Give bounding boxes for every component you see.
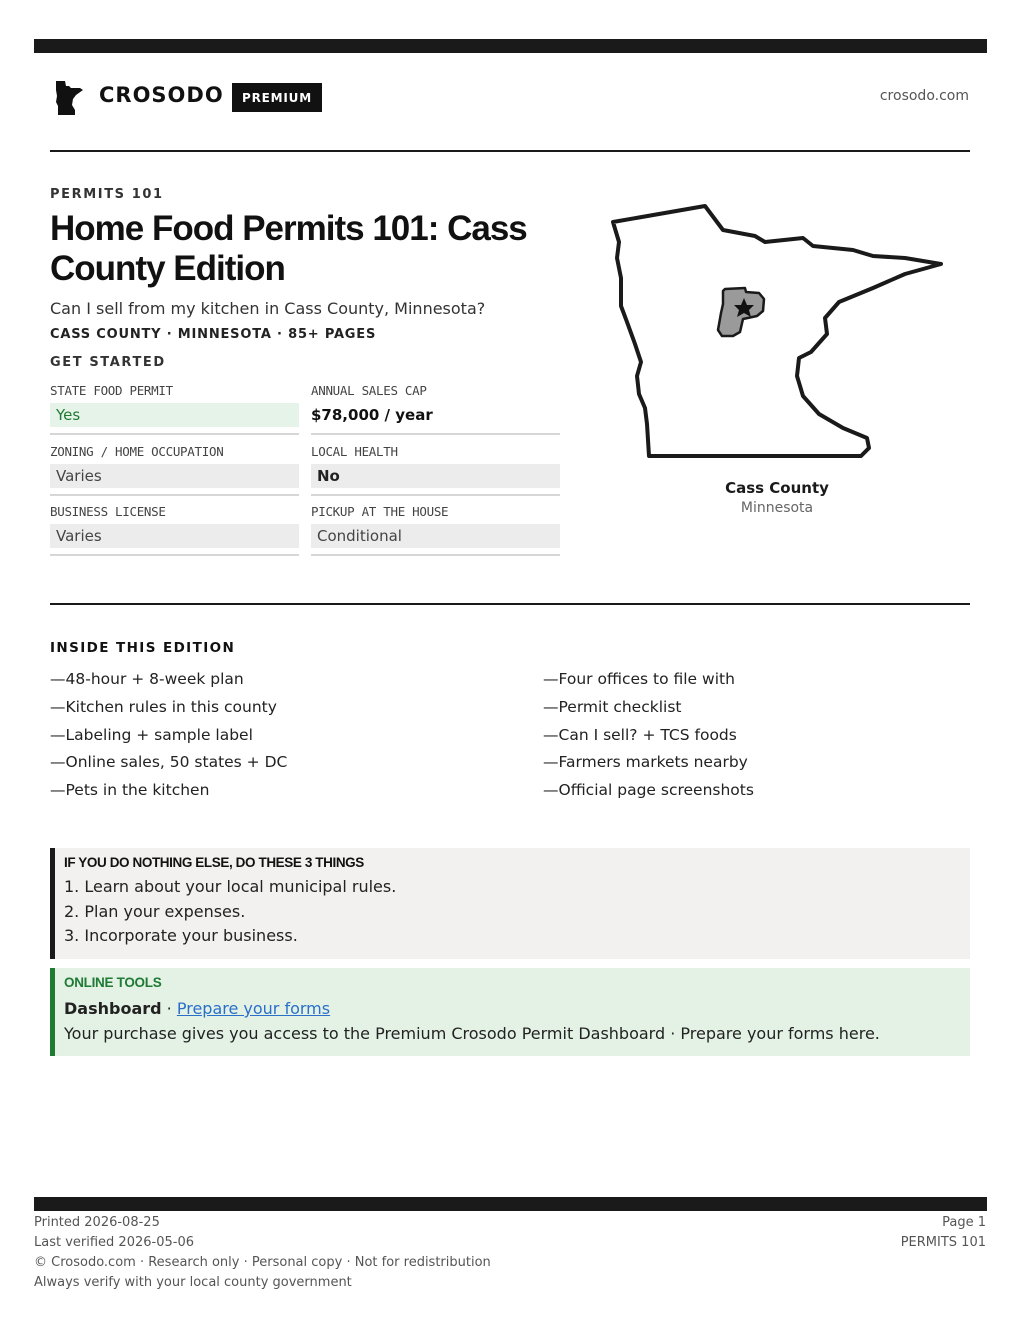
fact-state-food-permit bbox=[50, 381, 299, 435]
site-url: crosodo.com bbox=[879, 88, 969, 104]
online-tools-panel bbox=[50, 968, 970, 1056]
state-map bbox=[605, 198, 950, 468]
separator: · bbox=[161, 999, 177, 1018]
bottom-bar bbox=[34, 1197, 987, 1211]
fact-value: $78,000 / year bbox=[311, 406, 433, 424]
tools-links-line bbox=[64, 996, 970, 1021]
list-item: —Official page screenshots bbox=[543, 781, 754, 800]
page-number: Page 1 bbox=[942, 1215, 986, 1230]
contents-list-right bbox=[543, 666, 983, 805]
fact-zoning bbox=[50, 442, 299, 496]
list-item: —Labeling + sample label bbox=[50, 725, 253, 744]
fact-local-health bbox=[311, 442, 560, 496]
header bbox=[50, 78, 970, 118]
fact-value: Varies bbox=[50, 524, 299, 548]
divider bbox=[50, 150, 970, 152]
footer-left bbox=[34, 1213, 491, 1293]
divider bbox=[50, 603, 970, 605]
callout-item: 3. Incorporate your business. bbox=[64, 926, 298, 945]
three-things-callout bbox=[50, 848, 970, 959]
prepare-forms-link[interactable]: Prepare your forms bbox=[176, 999, 331, 1018]
list-item: —Pets in the kitchen bbox=[50, 781, 210, 800]
brand-name: CROSODO bbox=[99, 83, 224, 107]
facts-grid bbox=[50, 381, 560, 561]
fact-value: Varies bbox=[50, 464, 299, 488]
tools-description: Your purchase gives you access to the Premium Crosodo Permit Dashboard · Prepare your forms here. bbox=[64, 1024, 880, 1043]
top-bar bbox=[34, 39, 987, 53]
fact-business-license bbox=[50, 502, 299, 556]
list-item: —Can I sell? + TCS foods bbox=[543, 725, 737, 744]
map-county-name: Cass County bbox=[725, 479, 829, 497]
tools-title: ONLINE TOOLS bbox=[64, 975, 162, 990]
list-item: —Permit checklist bbox=[543, 697, 682, 716]
minnesota-logo-icon bbox=[54, 80, 84, 116]
list-item: —Kitchen rules in this county bbox=[50, 697, 277, 716]
list-item: —Four offices to file with bbox=[543, 670, 735, 688]
inside-edition-heading: INSIDE THIS EDITION bbox=[50, 640, 236, 656]
page-title: Home Food Permits 101: Cass County Edition bbox=[50, 209, 527, 288]
dashboard-label: Dashboard bbox=[64, 999, 162, 1018]
fact-label: LOCAL HEALTH bbox=[311, 444, 398, 459]
fact-label: PICKUP AT THE HOUSE bbox=[311, 504, 449, 519]
callout-item: 1. Learn about your local municipal rules. bbox=[64, 877, 397, 896]
fact-label: BUSINESS LICENSE bbox=[50, 504, 166, 519]
fact-value: Yes bbox=[50, 403, 299, 427]
verified-date: Last verified 2026-05-06 bbox=[34, 1235, 194, 1250]
list-item: —Farmers markets nearby bbox=[543, 753, 748, 772]
verify-note: Always verify with your local county government bbox=[34, 1275, 352, 1290]
fact-label: ZONING / HOME OCCUPATION bbox=[50, 444, 224, 459]
footer-section: PERMITS 101 bbox=[900, 1235, 986, 1250]
callout-title: IF YOU DO NOTHING ELSE, DO THESE 3 THINGS bbox=[64, 855, 364, 870]
fact-value: No bbox=[311, 464, 560, 488]
section-kicker: PERMITS 101 bbox=[50, 187, 164, 202]
callout-item: 2. Plan your expenses. bbox=[64, 901, 246, 921]
fact-value: Conditional bbox=[311, 524, 560, 548]
edition-meta: CASS COUNTY · MINNESOTA · 85+ PAGES bbox=[50, 327, 377, 342]
fact-label: ANNUAL SALES CAP bbox=[311, 383, 427, 398]
get-started-heading: GET STARTED bbox=[50, 355, 166, 370]
list-item: —48-hour + 8-week plan bbox=[50, 670, 244, 688]
page-subtitle: Can I sell from my kitchen in Cass County, Minnesota? bbox=[50, 299, 486, 318]
list-item: —Online sales, 50 states + DC bbox=[50, 753, 288, 772]
fact-pickup bbox=[311, 502, 560, 556]
fact-annual-sales-cap bbox=[311, 381, 560, 435]
fact-label: STATE FOOD PERMIT bbox=[50, 383, 173, 398]
footer-right bbox=[901, 1213, 986, 1253]
copyright: © Crosodo.com · Research only · Personal copy · Not for redistribution bbox=[34, 1255, 491, 1270]
contents-list-left bbox=[50, 666, 490, 805]
minnesota-outline bbox=[613, 206, 941, 456]
map-state-name: Minnesota bbox=[740, 500, 814, 516]
printed-date: Printed 2026-08-25 bbox=[34, 1215, 160, 1230]
premium-badge: PREMIUM bbox=[232, 83, 322, 112]
